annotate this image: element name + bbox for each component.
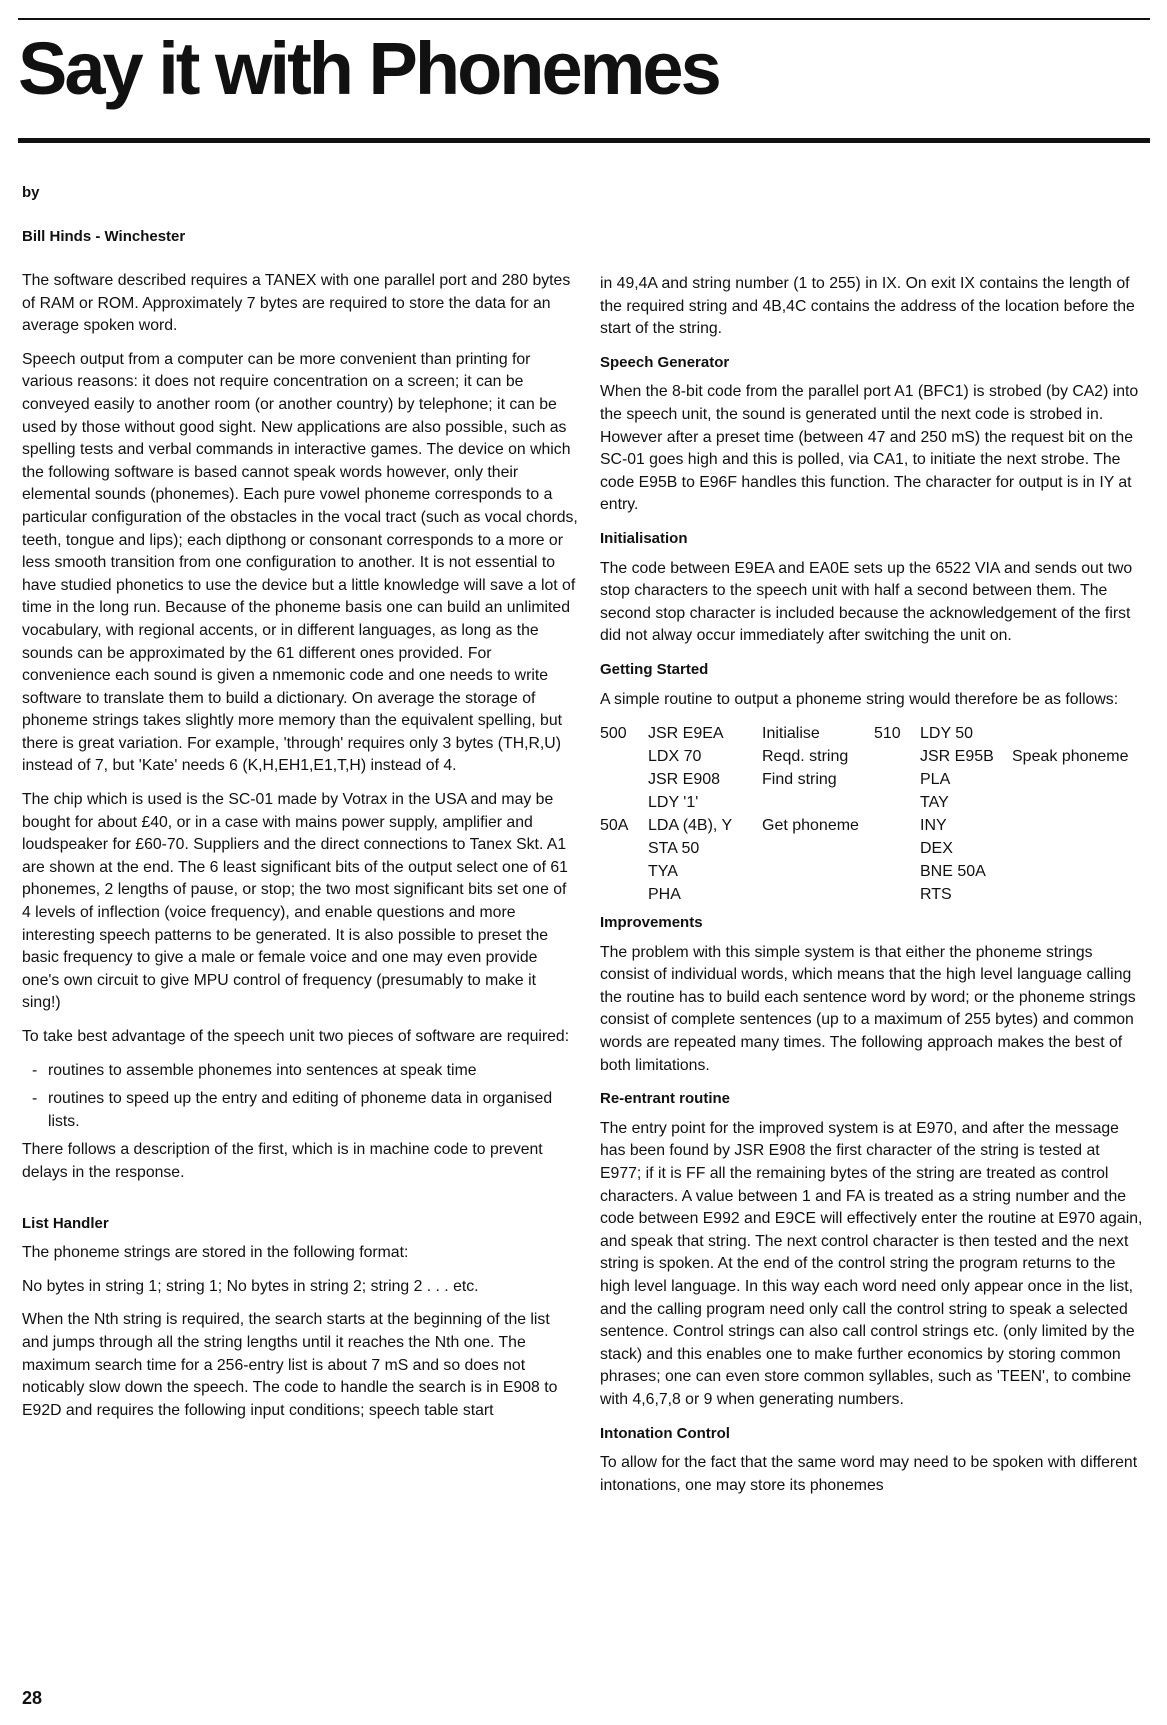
code-cell: PLA — [920, 771, 951, 789]
paragraph: To allow for the fact that the same word may need to be spoken with different intonations, one may store its phonemes — [600, 1454, 1138, 1494]
code-cell — [1012, 791, 1145, 814]
code-cell: LDX 70 — [648, 748, 702, 766]
section-heading-re-entrant-routine: Re-entrant routine — [600, 1090, 731, 1108]
left-column — [22, 270, 578, 1433]
code-cell — [762, 791, 874, 814]
code-cell: Speak phoneme — [1012, 748, 1129, 766]
section-heading-getting-started: Getting Started — [600, 660, 709, 678]
code-cell — [1012, 837, 1145, 860]
code-cell: TYA — [648, 863, 678, 881]
code-cell: Initialise — [762, 725, 820, 743]
paragraph: The software described requires a TANEX with one parallel port and 280 bytes of RAM or ROM. Approximately 7 bytes are required to store the data for an average spoken word. — [22, 272, 571, 335]
code-cell: Reqd. string — [762, 748, 849, 766]
code-cell — [874, 791, 920, 814]
code-cell — [600, 837, 648, 860]
code-cell: STA 50 — [648, 840, 700, 858]
code-cell: LDY '1' — [648, 794, 699, 812]
code-cell — [874, 883, 920, 906]
paragraph: in 49,4A and string number (1 to 255) in IX. On exit IX contains the length of the required string and 4B,4C contains the address of the location before the start of the string. — [600, 275, 1135, 338]
code-cell: PHA — [648, 886, 681, 904]
paragraph: No bytes in string 1; string 1; No bytes in string 2; string 2 . . . etc. — [22, 1277, 479, 1295]
code-cell — [1012, 722, 1145, 745]
code-cell — [600, 768, 648, 791]
byline-by: by — [22, 184, 40, 201]
code-cell — [600, 791, 648, 814]
code-cell: LDY 50 — [920, 725, 974, 743]
code-cell — [874, 860, 920, 883]
paragraph: Speech output from a computer can be more convenient than printing for various reasons: it does not require concentration on a screen; it can be conveyed easily to another room (or another country) by telephone; it can be used by those without good sight. New applications are also possible, such as spelling tests and verbal commands in interactive games. The device on which the following software is based cannot speak words however, only their elemental sounds (phonemes). Each pure vowel phoneme corresponds to a particular configuration of the obstacles in the vocal tract (such as vocal chords, teeth, tongue and lips); each dipthong or consonant corresponds to a more or less smooth transition from one configuration to another. It is not essential to have studied phonetics to use the device but a little knowledge will save a lot of time in the long run. Because of the phoneme basis one can build an unlimited vocabulary, with regional accents, or in different languages, as long as the sounds can be approximated by the 61 different ones provided. For convenience each sound is given a nmemonic code and one needs to write software to translate them to build a dictionary. On average the storage of phoneme strings takes slightly more memory than the equivalent spelling, but there is great variation. For example, 'through' requires only 3 bytes (TH,R,U) instead of 7, but 'Kate' needs 6 (K,H,EH1,E1,T,H) instead of 4. — [22, 350, 578, 775]
code-cell: INY — [920, 817, 947, 835]
section-heading-speech-generator: Speech Generator — [600, 353, 730, 371]
code-cell — [600, 745, 648, 768]
code-cell: BNE 50A — [920, 863, 986, 881]
section-heading-initialisation: Initialisation — [600, 529, 688, 547]
section-heading-intonation-control: Intonation Control — [600, 1424, 730, 1442]
code-listing — [600, 722, 1145, 906]
code-cell: Get phoneme — [762, 817, 859, 835]
list-item: - routines to speed up the entry and editing of phoneme data in organised lists. — [22, 1088, 578, 1133]
paragraph: The code between E9EA and EA0E sets up the 6522 VIA and sends out two stop characters to the speech unit with half a second between them. The second stop character is included because the acknowledgement of the first did not alway occur immediately after switching the unit on. — [600, 559, 1133, 645]
code-cell: 510 — [874, 725, 901, 743]
paragraph: To take best advantage of the speech unit two pieces of software are required: — [22, 1028, 570, 1045]
paragraph: A simple routine to output a phoneme string would therefore be as follows: — [600, 690, 1119, 708]
byline-author: Bill Hinds - Winchester — [22, 228, 186, 245]
paragraph: There follows a description of the first, which is in machine code to prevent delays in the response. — [22, 1141, 543, 1181]
code-cell: JSR E9EA — [648, 725, 724, 743]
code-cell — [762, 883, 874, 906]
code-cell — [600, 883, 648, 906]
paragraph: The problem with this simple system is that either the phoneme strings consist of individual words, which means that the high level language calling the routine has to build each sentence word by word; or the phoneme strings consist of complete sentences (up to a maximum of 255 bytes) and common words are repeated many times. The following approach makes the best of both limitations. — [600, 943, 1136, 1074]
code-cell: 500 — [600, 725, 627, 743]
page-number: 28 — [22, 1688, 43, 1708]
code-cell — [874, 768, 920, 791]
code-cell — [1012, 768, 1145, 791]
code-cell — [1012, 814, 1145, 837]
paragraph: The phoneme strings are stored in the following format: — [22, 1244, 409, 1262]
requirements-list — [22, 1060, 578, 1134]
code-cell: LDA (4B), Y — [648, 817, 733, 835]
code-cell: JSR E95B — [920, 748, 994, 766]
title-rule — [18, 138, 1150, 143]
code-cell — [762, 860, 874, 883]
right-column — [600, 273, 1145, 1508]
article-title: Say it with Phonemes — [18, 27, 719, 110]
code-cell: TAY — [920, 794, 949, 812]
section-heading-list-handler: List Handler — [22, 1214, 109, 1232]
list-item: - routines to assemble phonemes into sentences at speak time — [22, 1060, 578, 1083]
code-cell: JSR E908 — [648, 771, 721, 789]
top-rule — [18, 18, 1150, 20]
paragraph: The entry point for the improved system is at E970, and after the message has been found by JSR E908 the first character of the string is tested at E977; if it is FF all the remaining bytes of the string are treated as control characters. A value between 1 and FA is treated as a string number and the code between E992 and E9CE will effectively enter the routine at E970 again, and speak that string. The next control character is then tested and the next string is spoken. At the end of the control string the program returns to the high level language. In this way each word need only appear once in the list, and the calling program need only call the control string to speak a selected sentence. Control strings can also call control strings etc. (only limited by the stack) and this enables one to make further economics by storing common phrases; one can even store common syllables, such as 'TEEN', to combine with 4,6,7,8 or 9 when generating numbers. — [600, 1119, 1143, 1408]
section-heading-improvements: Improvements — [600, 914, 703, 932]
code-cell — [874, 745, 920, 768]
code-cell — [600, 860, 648, 883]
code-cell — [874, 837, 920, 860]
paragraph: When the 8-bit code from the parallel port A1 (BFC1) is strobed (by CA2) into the speech unit, the sound is generated until the next code is strobed in. However after a preset time (between 47 and 250 mS) the request bit on the SC-01 goes high and this is polled, via CA1, to initiate the next strobe. The code E95B to E96F handles this function. The character for output is in IY at entry. — [600, 383, 1139, 514]
code-cell — [1012, 860, 1145, 883]
code-cell: DEX — [920, 840, 953, 858]
code-cell: 50A — [600, 817, 629, 835]
code-cell — [1012, 883, 1145, 906]
code-cell — [874, 814, 920, 837]
paragraph: When the Nth string is required, the search starts at the beginning of the list and jumps through all the string lengths until it reaches the Nth one. The maximum search time for a 256-entry list is about 7 mS and so does not noticably slow down the speech. The code to handle the search is in E908 to E92D and requires the following input conditions; speech table start — [22, 1311, 558, 1419]
code-cell: Find string — [762, 771, 837, 789]
paragraph: The chip which is used is the SC-01 made by Votrax in the USA and may be bought for about £40, or in a case with mains power supply, amplifier and loudspeaker for £60-70. Suppliers and the direct connections to Tanex Skt. A1 are shown at the end. The 6 least significant bits of the output select one of 61 phonemes, 2 lengths of pause, or stop; the two most significant bits set one of 4 levels of inflection (voice frequency), and enable questions and more interesting speech patterns to be generated. It is also possible to preset the basic frequency to give a male or female voice and one may even provide one's own circuit to give MPU control of frequency (presumably to make it sing!) — [22, 791, 568, 1012]
code-cell: RTS — [920, 886, 952, 904]
code-cell — [762, 837, 874, 860]
